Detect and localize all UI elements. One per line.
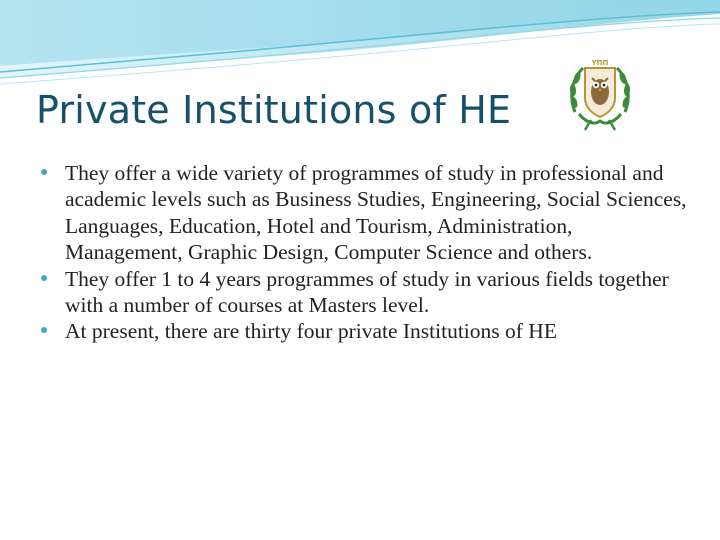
- bullet-item: [38, 266, 688, 319]
- owl-laurel-emblem-icon: [565, 54, 635, 134]
- bullet-text: They offer a wide variety of programmes of study in professional and academic levels such as Business Studies, Engineering, Social Sciences, Languages, Education, Hotel and Tourism, Administration, Management, Graphic Design, Computer Science and others.: [65, 161, 687, 265]
- bullet-text: At present, there are thirty four private Institutions of HE: [65, 319, 557, 344]
- bullet-text: They offer 1 to 4 years programmes of study in various fields together with a number of courses at Masters level.: [65, 266, 669, 318]
- bullet-dot-icon: ●: [40, 165, 49, 180]
- bullet-dot-icon: ●: [40, 270, 49, 286]
- bullet-list: [38, 160, 688, 345]
- bullet-item: [38, 160, 688, 266]
- bullet-dot-icon: ●: [40, 323, 49, 339]
- slide-title: Private Institutions of HE: [36, 88, 512, 132]
- bullet-item: [38, 318, 688, 344]
- emblem-caption: ΥΠΠ: [591, 59, 609, 67]
